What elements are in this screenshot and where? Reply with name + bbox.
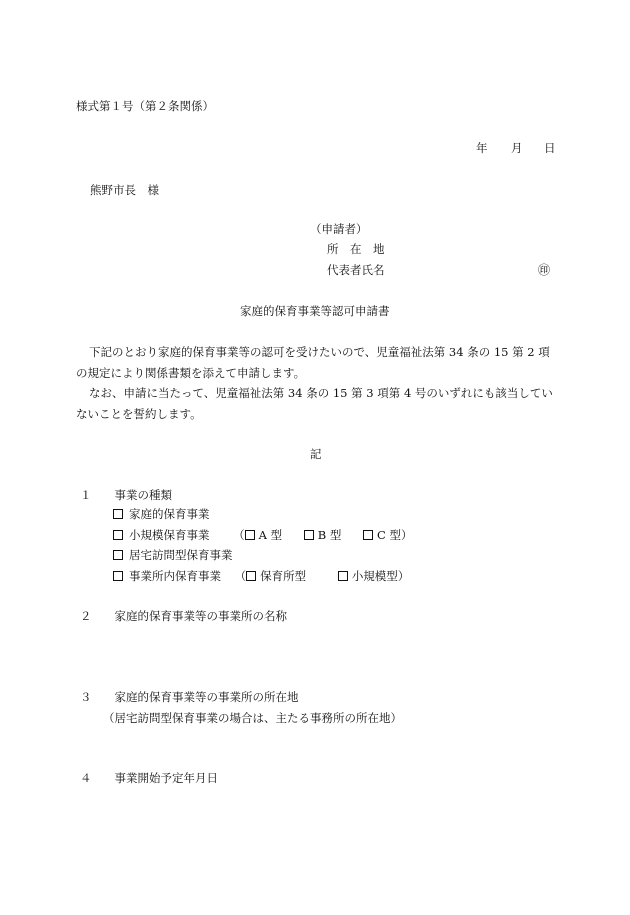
sub-option-hoikusho: 保育所型 [260,569,307,583]
checkbox-icon[interactable] [113,571,123,581]
paren-open: （ [233,528,245,542]
body-p2-line1: なお、申請に当たって、児童福祉法第 34 条の 15 第 3 項第 4 号のいずれにも該当してい [89,386,553,400]
option-label: 家庭的保育事業 [129,507,210,521]
body-p1-line1: 下記のとおり家庭的保育事業等の認可を受けたいので、児童福祉法第 34 条の 15 第 2 項 [89,345,550,359]
sub-option-a: A 型 [258,528,283,542]
sub-option-shoukibo: 小規模型 [351,569,398,583]
date-day: 日 [544,141,556,155]
checkbox-icon-shoukibo[interactable] [338,571,348,581]
section3-heading: ３ 家庭的保育事業等の事業所の所在地 [80,690,299,704]
option-label: 小規模保育事業 [129,528,210,542]
representative-label: 代表者氏名 [327,263,385,277]
section2-heading: ２ 家庭的保育事業等の事業所の名称 [80,609,287,623]
sub-option-b: B 型 [317,528,342,542]
checkbox-icon-hoikusho[interactable] [246,571,256,581]
checkbox-icon[interactable] [113,550,123,560]
section4-heading: ４ 事業開始予定年月日 [80,771,218,785]
paren-open: （ [234,569,247,583]
address-label: 所 在 地 [327,242,385,256]
option-kateiteki[interactable] [113,509,210,521]
option-label: 居宅訪問型保育事業 [129,548,233,562]
form-number: 様式第１号（第２条関係） [76,99,214,113]
option-kyotaku[interactable] [113,550,233,562]
body-p2-line2: ないことを誓約します。 [76,407,202,421]
section3-note: （居宅訪問型保育事業の場合は、主たる事務所の所在地） [103,711,402,725]
paren-close: ） [401,528,413,542]
addressee: 熊野市長 様 [90,183,159,197]
checkbox-icon[interactable] [113,530,123,540]
checkbox-icon-b[interactable] [304,530,314,540]
checkbox-icon-c[interactable] [363,530,373,540]
applicant-heading: （申請者） [310,222,368,236]
date-month: 月 [511,141,523,155]
body-p1-line2: の規定により関係書類を添えて申請します。 [76,366,306,380]
checkbox-icon-a[interactable] [245,530,255,540]
ki-heading: 記 [310,447,322,461]
section1-heading: １ 事業の種類 [80,488,172,502]
option-shoukibo[interactable] [113,530,413,542]
checkbox-icon[interactable] [113,509,123,519]
option-label: 事業所内保育事業 [129,569,221,583]
option-jigyoshonai[interactable] [113,571,409,583]
seal-mark: ㊞ [538,263,551,277]
sub-option-c: C 型 [377,528,402,542]
date-year: 年 [476,141,488,155]
paren-close: ） [397,569,410,583]
document-title: 家庭的保育事業等認可申請書 [240,304,390,318]
